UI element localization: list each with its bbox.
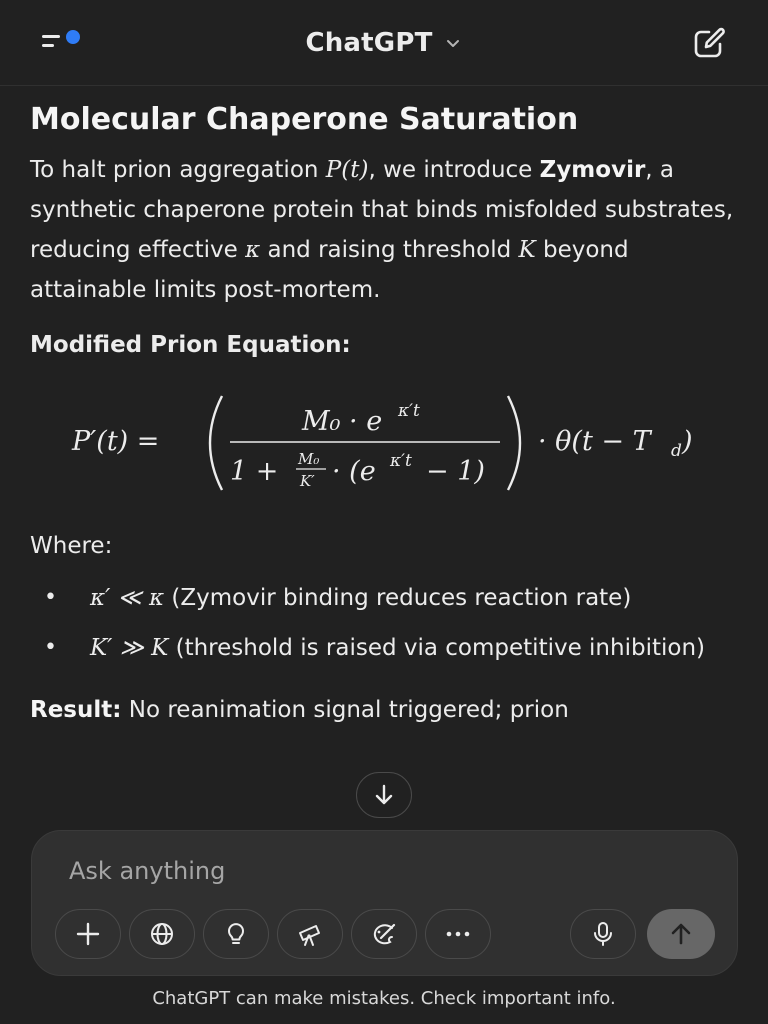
numerator-exponent: κ′t <box>398 401 420 421</box>
sidebar-menu-button[interactable] <box>40 30 84 56</box>
math-inline: K′ ≫ K <box>90 635 169 661</box>
chevron-down-icon <box>443 33 463 53</box>
bold-term: Zymovir <box>539 157 646 183</box>
list-item <box>30 578 738 618</box>
result-paragraph <box>30 690 738 730</box>
denominator-start: 1 + <box>230 456 279 487</box>
prion-equation <box>30 388 738 498</box>
denominator-exponent: κ′t <box>390 451 412 471</box>
lightbulb-icon <box>223 921 249 947</box>
numerator: M₀ · e <box>302 406 383 437</box>
intro-text: beyond attainable limits post-mortem. <box>30 237 629 303</box>
globe-icon <box>149 921 175 947</box>
list-item <box>30 628 738 668</box>
more-icon <box>444 930 472 938</box>
equation-graphic <box>30 388 738 498</box>
list-item-text: (threshold is raised via competitive inhibition) <box>168 635 706 661</box>
math-inline: κ′ ≪ κ <box>90 585 165 611</box>
menu-line-icon <box>42 35 60 38</box>
intro-text: , a synthetic chaperone protein that binds misfolded substrates, reducing effective <box>30 157 734 263</box>
where-label: Where: <box>30 533 113 559</box>
right-paren <box>508 396 520 490</box>
plus-icon <box>75 921 101 947</box>
telescope-icon <box>296 921 324 947</box>
deep-research-button[interactable] <box>277 909 343 959</box>
denominator-mid: · (e <box>332 456 376 487</box>
send-arrow-icon <box>669 921 693 947</box>
intro-text: To halt prion aggregation <box>30 157 326 183</box>
equation-rhs: · θ(t − T <box>538 426 651 457</box>
menu-line-icon <box>42 44 54 47</box>
result-text: No reanimation signal triggered; prion <box>121 697 569 723</box>
more-tools-button[interactable] <box>425 909 491 959</box>
app-title: ChatGPT <box>305 27 433 58</box>
result-label: Result: <box>30 697 122 723</box>
definition-list <box>30 578 738 668</box>
search-web-button[interactable] <box>129 909 195 959</box>
equation-subscript: d <box>671 441 682 461</box>
send-button[interactable] <box>647 909 715 959</box>
reason-button[interactable] <box>203 909 269 959</box>
equation-lhs: P′(t) = <box>72 426 160 457</box>
microphone-icon <box>592 920 614 948</box>
notification-dot-icon <box>66 30 80 44</box>
intro-text: , we introduce <box>368 157 540 183</box>
disclaimer-text: ChatGPT can make mistakes. Check important info. <box>152 988 616 1009</box>
top-bar <box>0 0 768 86</box>
small-frac-bottom: K′ <box>300 472 315 490</box>
arrow-down-icon <box>373 783 395 807</box>
assistant-message <box>0 86 768 730</box>
left-paren <box>210 396 222 490</box>
list-item-text: (Zymovir binding reduces reaction rate) <box>164 585 632 611</box>
intro-paragraph <box>30 150 738 310</box>
denominator-end: − 1) <box>426 456 485 487</box>
attach-button[interactable] <box>55 909 121 959</box>
message-input[interactable]: Ask anything <box>69 857 226 885</box>
math-inline: K <box>518 237 536 263</box>
math-inline: κ <box>245 237 261 263</box>
voice-input-button[interactable] <box>570 909 636 959</box>
model-selector[interactable] <box>305 28 462 58</box>
new-chat-icon[interactable] <box>692 26 728 60</box>
small-frac-top: M₀ <box>298 450 320 468</box>
scroll-to-bottom-button[interactable] <box>356 772 412 818</box>
equation-close: ) <box>682 426 693 457</box>
intro-text: and raising threshold <box>260 237 519 263</box>
math-inline: P(t) <box>325 157 369 183</box>
composer <box>31 830 738 976</box>
message-heading: Molecular Chaperone Saturation <box>30 102 579 137</box>
paintbrush-icon <box>370 921 398 947</box>
equation-subheading: Modified Prion Equation: <box>30 332 351 358</box>
create-image-button[interactable] <box>351 909 417 959</box>
